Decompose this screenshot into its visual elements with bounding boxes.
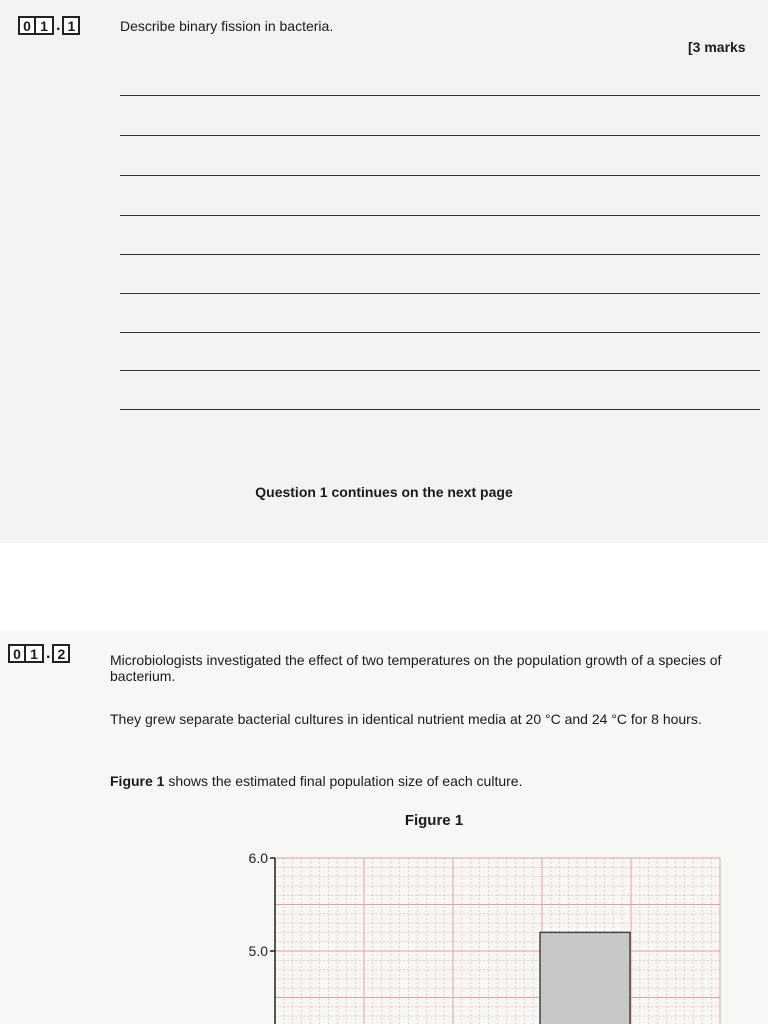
question-01-2-method: They grew separate bacterial cultures in identical nutrient media at 20 °C and 24 °C for 8 hours.	[110, 711, 702, 727]
qnum-digit: 1	[36, 16, 54, 35]
marks-label: [3 marks	[688, 39, 746, 55]
qnum-digit: 2	[52, 644, 70, 663]
qnum-digit: 0	[8, 644, 26, 663]
y-tick-label-6: 6.0	[248, 850, 268, 866]
figure-ref-rest: shows the estimated final population size of each culture.	[164, 773, 523, 789]
bar-24c	[540, 932, 630, 1024]
answer-line[interactable]	[120, 254, 760, 255]
answer-line[interactable]	[120, 175, 760, 176]
question-number-01-1	[18, 16, 80, 35]
question-number-01-2	[8, 644, 70, 663]
qnum-digit: 1	[26, 644, 44, 663]
figure-title: Figure 1	[404, 812, 464, 829]
answer-line[interactable]	[120, 332, 760, 333]
question-01-1-text: Describe binary fission in bacteria.	[120, 18, 334, 34]
question-01-2-figure-ref	[110, 773, 765, 789]
answer-line[interactable]	[120, 135, 760, 136]
qnum-digit: 1	[62, 16, 80, 35]
qnum-dot: .	[46, 645, 51, 662]
chart-grid	[275, 858, 720, 1024]
question-01-2-intro: Microbiologists investigated the effect of two temperatures on the population growth of a species of bacterium.	[110, 652, 722, 684]
qnum-digit: 0	[18, 16, 36, 35]
qnum-dot: .	[56, 17, 61, 34]
answer-line[interactable]	[120, 370, 760, 371]
answer-line[interactable]	[120, 409, 760, 410]
continues-note: Question 1 continues on the next page	[255, 484, 513, 500]
answer-line[interactable]	[120, 95, 760, 96]
answer-line[interactable]	[120, 293, 760, 294]
figure-ref-bold: Figure 1	[110, 773, 165, 789]
y-tick-label-5: 5.0	[248, 943, 268, 959]
answer-line[interactable]	[120, 215, 760, 216]
figure-1-chart	[230, 840, 730, 1024]
